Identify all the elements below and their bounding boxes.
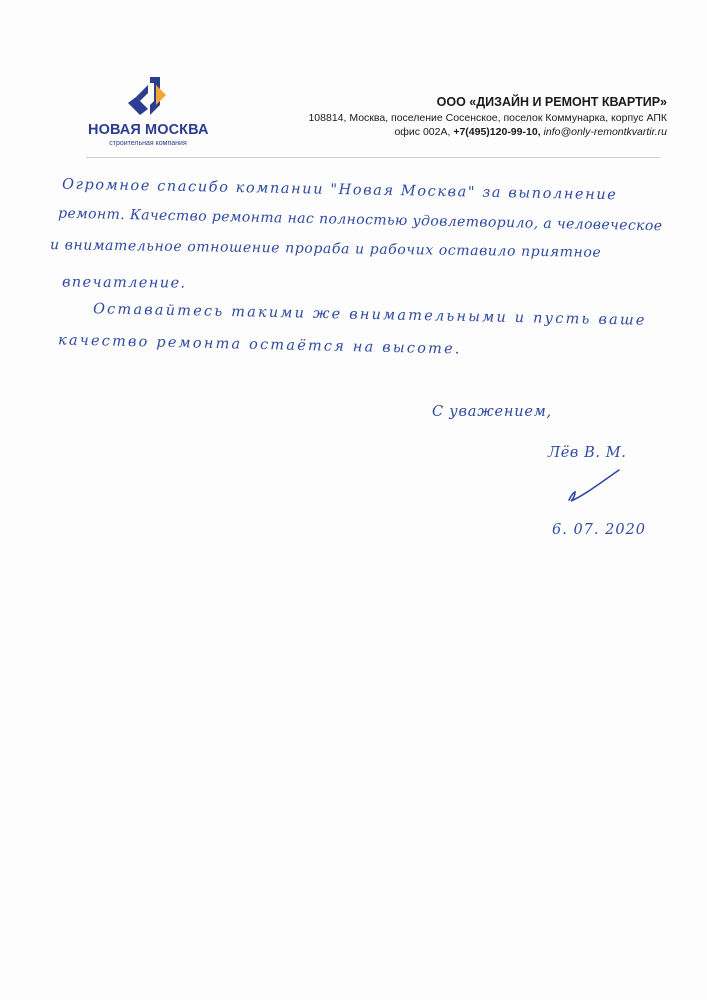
letter-line: Огромное спасибо компании "Новая Москва" за выполнение bbox=[61, 176, 618, 204]
letter-closing: С уважением, bbox=[432, 404, 552, 420]
company-office: офис 002А, bbox=[394, 126, 451, 138]
signature-icon bbox=[563, 466, 623, 506]
letter-line: качество ремонта остаётся на высоте. bbox=[57, 332, 462, 358]
company-contacts bbox=[227, 125, 667, 139]
letter-line: впечатление. bbox=[61, 274, 187, 292]
letter-line: и внимательное отношение прораба и рабочих оставило приятное bbox=[49, 237, 602, 261]
company-address: 108814, Москва, поселение Сосенское, поселок Коммунарка, корпус АПК bbox=[308, 112, 667, 124]
company-header bbox=[227, 94, 667, 139]
company-email: info@only-remontkvartir.ru bbox=[543, 126, 667, 138]
logo-title: НОВАЯ МОСКВА bbox=[88, 122, 209, 138]
header-divider bbox=[86, 157, 660, 158]
company-logo bbox=[88, 75, 208, 155]
letter-line: Оставайтесь такими же внимательными и пусть ваше bbox=[92, 301, 647, 329]
logo-subtitle: строительная компания bbox=[109, 140, 187, 147]
letter-line: ремонт. Качество ремонта нас полностью удовлетворило, а человеческое bbox=[57, 205, 663, 235]
letter-date: 6. 07. 2020 bbox=[552, 522, 647, 538]
company-phone: +7(495)120-99-10, bbox=[453, 126, 541, 138]
letter-signer: Лёв В. М. bbox=[548, 445, 627, 461]
logo-mark-icon bbox=[126, 75, 170, 121]
company-name: ООО «ДИЗАЙН И РЕМОНТ КВАРТИР» bbox=[436, 95, 667, 109]
